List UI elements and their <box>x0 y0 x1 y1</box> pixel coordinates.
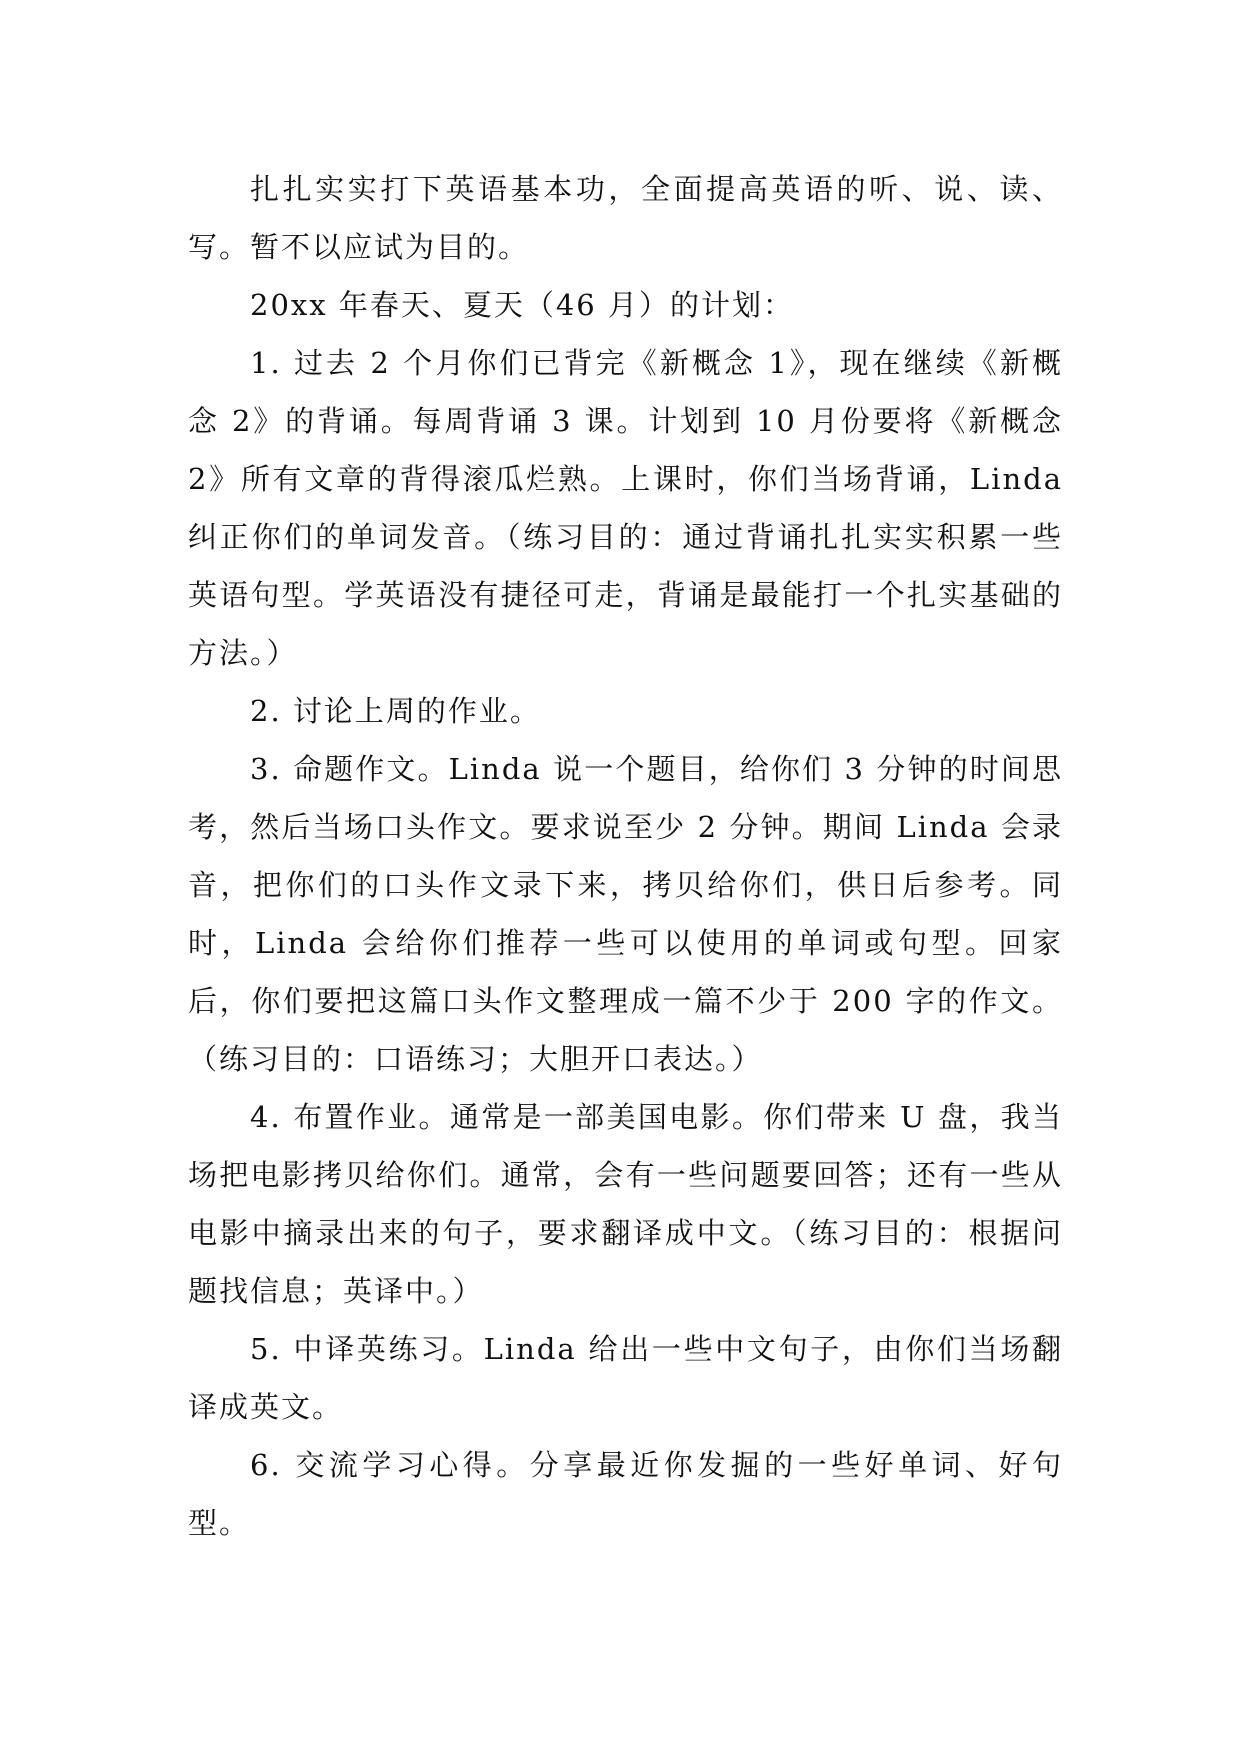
paragraph-item-3: 3. 命题作文。Linda 说一个题目，给你们 3 分钟的时间思考，然后当场口头作文。要求说至少 2 分钟。期间 Linda 会录音，把你们的口头作文录下来，拷贝给你们，供日后参考。同时，Linda 会给你们推荐一些可以使用的单词或句型。回家后，你们要把这篇口头作文整理成一篇不少于 200 字的作文。（练习目的：口语练习；大胆开口表达。） <box>188 752 1063 1076</box>
paragraph-item-1: 1. 过去 2 个月你们已背完《新概念 1》，现在继续《新概念 2》的背诵。每周背诵 3 课。计划到 10 月份要将《新概念 2》所有文章的背得滚瓜烂熟。上课时，你们当场背诵，Linda 纠正你们的单词发音。（练习目的：通过背诵扎扎实实积累一些英语句型。学英语没有捷径可走，背诵是最能打一个扎实基础的方法。） <box>188 346 1063 670</box>
paragraph-item-5: 5. 中译英练习。Linda 给出一些中文句子，由你们当场翻译成英文。 <box>188 1332 1063 1424</box>
paragraph-item-4: 4. 布置作业。通常是一部美国电影。你们带来 U 盘，我当场把电影拷贝给你们。通常，会有一些问题要回答；还有一些从电影中摘录出来的句子，要求翻译成中文。（练习目的：根据问题找信息；英译中。） <box>188 1100 1063 1308</box>
document-body <box>188 160 1063 1552</box>
paragraph-item-2: 2. 讨论上周的作业。 <box>250 694 541 728</box>
paragraph-item-6: 6. 交流学习心得。分享最近你发掘的一些好单词、好句型。 <box>188 1448 1063 1540</box>
paragraph-goal: 扎扎实实打下英语基本功，全面提高英语的听、说、读、写。暂不以应试为目的。 <box>188 172 1063 264</box>
paragraph-plan-heading: 20xx 年春天、夏天（46 月）的计划： <box>250 288 794 322</box>
